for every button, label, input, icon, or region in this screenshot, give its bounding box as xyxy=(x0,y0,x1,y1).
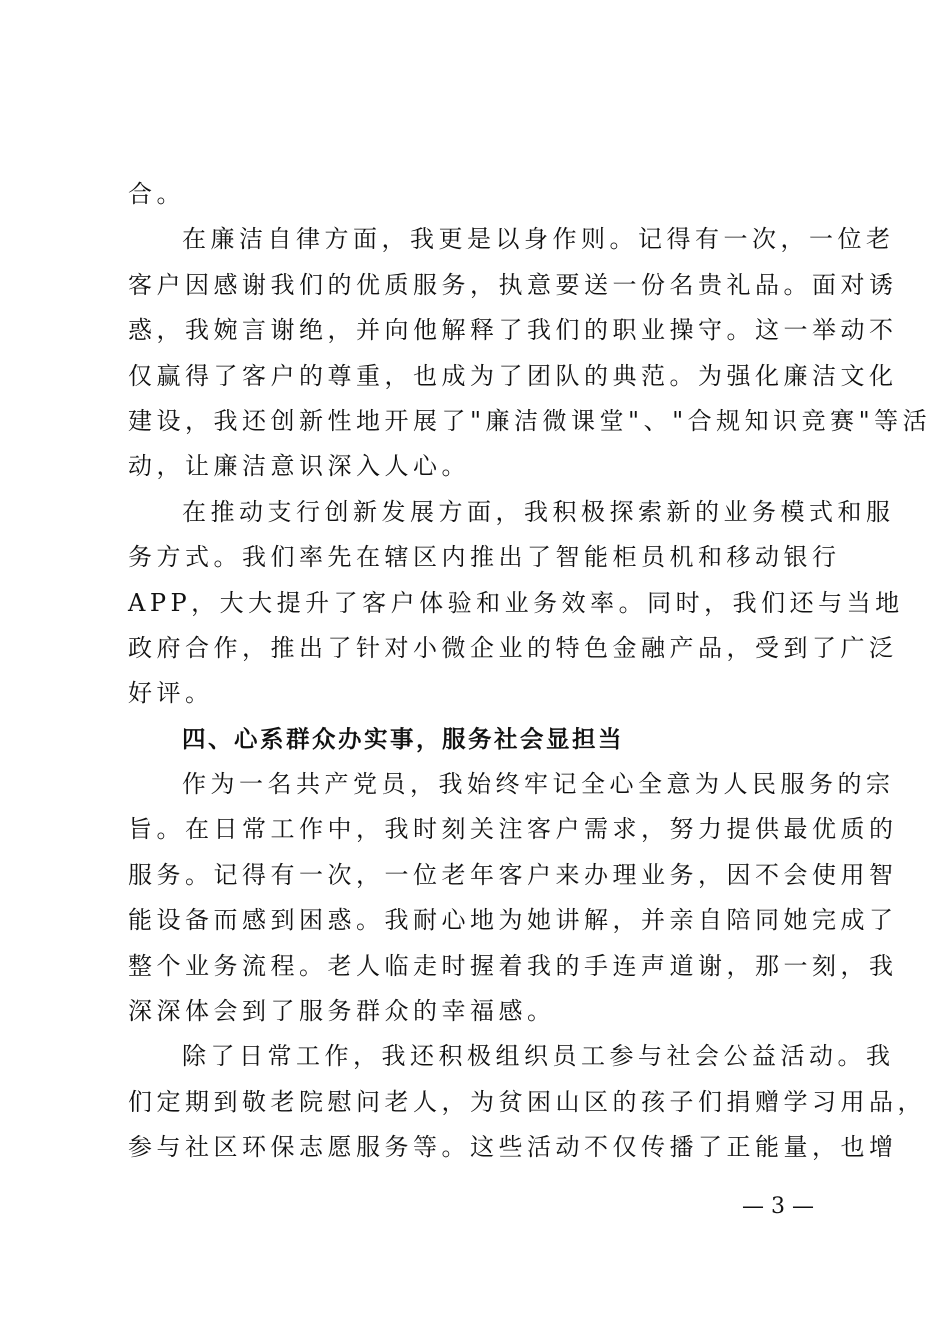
text-line: 好评。 xyxy=(128,679,214,708)
text-line: 动，让廉洁意识深入人心。 xyxy=(128,452,470,481)
text-line: 参与社区环保志愿服务等。这些活动不仅传播了正能量，也增 xyxy=(128,1133,898,1162)
text-line: 整个业务流程。老人临走时握着我的手连声道谢，那一刻，我 xyxy=(128,951,898,980)
text-line: 政府合作，推出了针对小微企业的特色金融产品，受到了广泛 xyxy=(128,633,898,662)
paragraph-start-line: 作为一名共产党员，我始终牢记全心全意为人民服务的宗 xyxy=(182,770,895,799)
page-number: — 3 — xyxy=(742,1194,814,1219)
text-line: 合。 xyxy=(128,180,185,208)
paragraph-start-line: 除了日常工作，我还积极组织员工参与社会公益活动。我 xyxy=(182,1042,895,1071)
text-line: 旨。在日常工作中，我时刻关注客户需求，努力提供最优质的 xyxy=(128,815,898,844)
text-line: 建设，我还创新性地开展了"廉洁微课堂"、"合规知识竞赛"等活 xyxy=(128,406,932,435)
paragraph-start-line: 在廉洁自律方面，我更是以身作则。记得有一次，一位老 xyxy=(182,225,895,254)
text-line: 服务。记得有一次，一位老年客户来办理业务，因不会使用智 xyxy=(128,860,898,889)
text-line: 务方式。我们率先在辖区内推出了智能柜员机和移动银行 xyxy=(128,543,841,572)
section-heading: 四、心系群众办实事，服务社会显担当 xyxy=(182,724,624,753)
text-line: 们定期到敬老院慰问老人，为贫困山区的孩子们捐赠学习用品， xyxy=(128,1087,926,1116)
text-line: 仅赢得了客户的尊重，也成为了团队的典范。为强化廉洁文化 xyxy=(128,361,898,390)
text-line: APP，大大提升了客户体验和业务效率。同时，我们还与当地 xyxy=(128,588,904,617)
paragraph-start-line: 在推动支行创新发展方面，我积极探索新的业务模式和服 xyxy=(182,497,895,526)
text-line: 客户因感谢我们的优质服务，执意要送一份名贵礼品。面对诱 xyxy=(128,270,898,299)
body-text xyxy=(128,172,932,1171)
text-line: 惑，我婉言谢绝，并向他解释了我们的职业操守。这一举动不 xyxy=(128,316,898,345)
text-line: 深深体会到了服务群众的幸福感。 xyxy=(128,997,556,1026)
text-line: 能设备而感到困惑。我耐心地为她讲解，并亲自陪同她完成了 xyxy=(128,906,898,935)
